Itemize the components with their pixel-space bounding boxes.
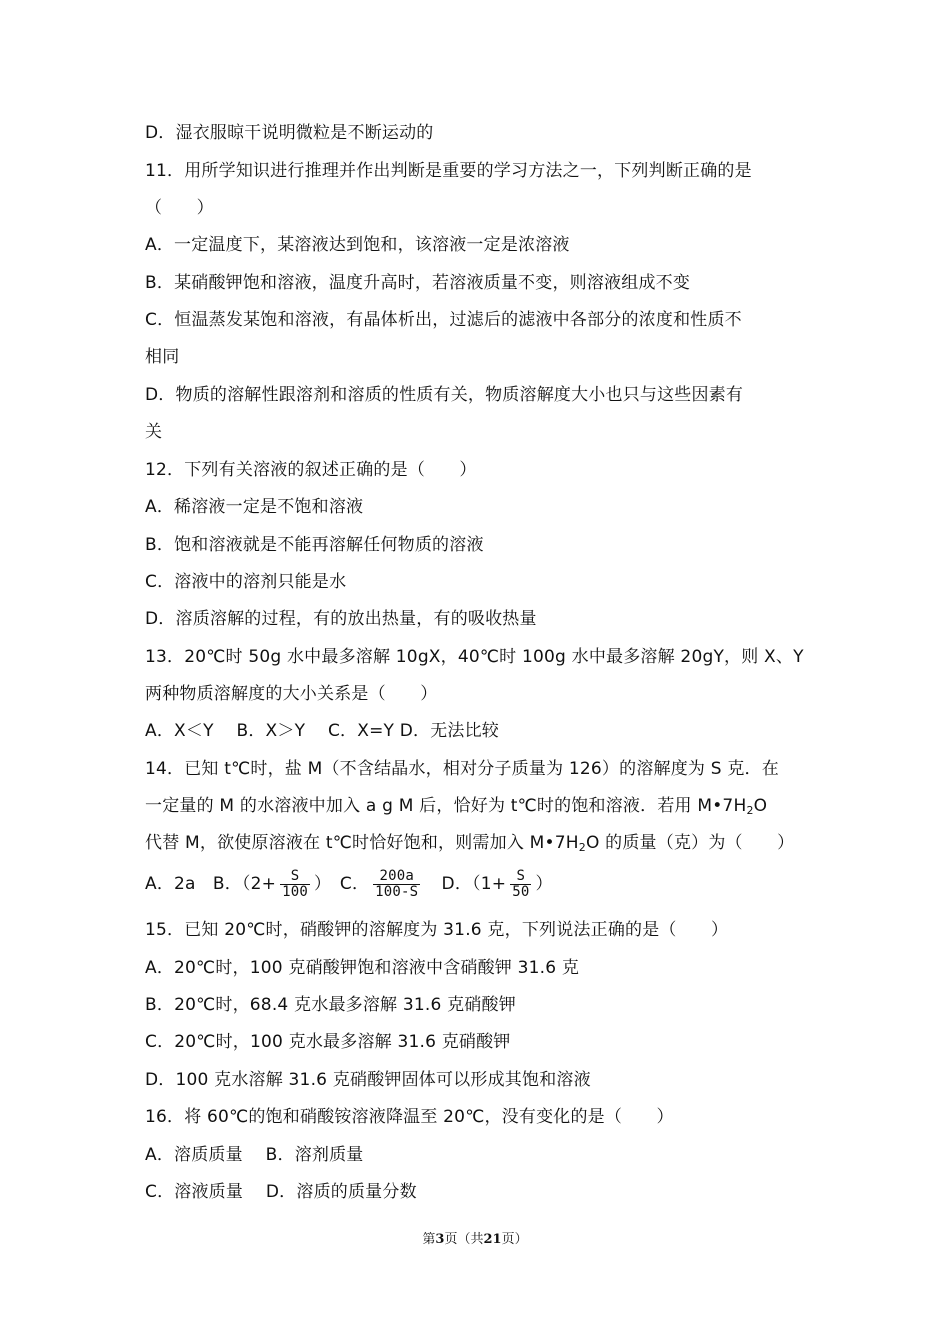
option-c: C．溶液中的溶剂只能是水 (145, 572, 347, 592)
option-c-label: C． (322, 874, 370, 894)
numerator: S (280, 869, 310, 885)
denominator: 100-S (375, 883, 419, 900)
text-run: O (753, 796, 768, 816)
question-12-stem: 12．下列有关溶液的叙述正确的是（ ） (145, 460, 477, 480)
option-b: B．饱和溶液就是不能再溶解任何物质的溶液 (145, 535, 484, 555)
subscript: 2 (578, 841, 586, 854)
numerator: S (510, 869, 531, 885)
denominator: 50 (512, 883, 530, 900)
option-c: C．恒温蒸发某饱和溶液，有晶体析出，过滤后的滤液中各部分的浓度和性质不 (145, 310, 742, 330)
text-run: O 的质量（克）为（ ） (585, 833, 795, 853)
page-number: 3 (435, 1232, 445, 1247)
option-c: C．20℃时，100 克水最多溶解 31.6 克硝酸钾 (145, 1032, 511, 1052)
option-a: A．一定温度下，某溶液达到饱和，该溶液一定是浓溶液 (145, 235, 570, 255)
total-pages: 21 (483, 1232, 502, 1247)
question-15-stem: 15．已知 20℃时，硝酸钾的溶解度为 31.6 克，下列说法正确的是（ ） (145, 920, 729, 940)
option-b: B．20℃时，68.4 克水最多溶解 31.6 克硝酸钾 (145, 995, 516, 1015)
question-14-stem-cont (145, 795, 767, 822)
option-a-b-prefix: A．2a B．（2+ (145, 874, 277, 894)
question-16-stem: 16．将 60℃的饱和硝酸铵溶液降温至 20℃，没有变化的是（ ） (145, 1107, 674, 1127)
option-d: D．100 克水溶解 31.6 克硝酸钾固体可以形成其饱和溶液 (145, 1070, 591, 1090)
option-b: B．某硝酸钾饱和溶液，温度升高时，若溶液质量不变，则溶液组成不变 (145, 273, 691, 293)
question-11-stem: 11．用所学知识进行推理并作出判断是重要的学习方法之一，下列判断正确的是 (145, 161, 752, 181)
question-13-stem-cont: 两种物质溶解度的大小关系是（ ） (145, 684, 438, 704)
text-line: D．湿衣服晾干说明微粒是不断运动的 (145, 123, 434, 143)
question-14-stem-cont (145, 832, 794, 859)
option-d: D．溶质溶解的过程，有的放出热量，有的吸收热量 (145, 609, 537, 629)
option-d-label: D．（1+ (424, 874, 507, 894)
option-d-cont: 关 (145, 422, 163, 442)
question-16-options-cd: C．溶液质量 D．溶质的质量分数 (145, 1182, 417, 1202)
fraction-200a (373, 869, 420, 900)
text-run: 页） (501, 1232, 528, 1247)
fraction-s-100 (280, 869, 310, 900)
subscript: 2 (746, 804, 754, 817)
option-d: D．物质的溶解性跟溶剂和溶质的性质有关，物质溶解度大小也只与这些因素有 (145, 385, 744, 405)
question-13-options: A．X＜Y B．X＞Y C．X=Y D．无法比较 (145, 721, 499, 741)
question-16-options-ab: A．溶质质量 B．溶剂质量 (145, 1145, 364, 1165)
question-14-options (145, 867, 553, 901)
text-run: 代替 M，欲使原溶液在 t℃时恰好饱和，则需加入 M•7H (145, 833, 579, 853)
text-run: 页（共 (444, 1232, 484, 1247)
option-a: A．稀溶液一定是不饱和溶液 (145, 497, 364, 517)
text-run: 一定量的 M 的水溶液中加入 a g M 后，恰好为 t℃时的饱和溶液．若用 M•7H (145, 796, 747, 816)
page-footer (0, 1228, 950, 1247)
denominator: 100 (282, 883, 308, 900)
fraction-s-50 (510, 869, 531, 900)
text-run: ） (313, 874, 323, 894)
question-11-bracket: （ ） (145, 198, 214, 218)
numerator: 200a (373, 869, 420, 885)
text-run: ） (535, 874, 553, 894)
option-c-cont: 相同 (145, 347, 180, 367)
text-run: 第 (422, 1232, 436, 1247)
question-14-stem: 14．已知 t℃时，盐 M（不含结晶水，相对分子质量为 126）的溶解度为 S 克．在 (145, 759, 779, 779)
option-a: A．20℃时，100 克硝酸钾饱和溶液中含硝酸钾 31.6 克 (145, 958, 580, 978)
question-13-stem: 13．20℃时 50g 水中最多溶解 10gX，40℃时 100g 水中最多溶解 20gY，则 X、Y (145, 647, 804, 667)
